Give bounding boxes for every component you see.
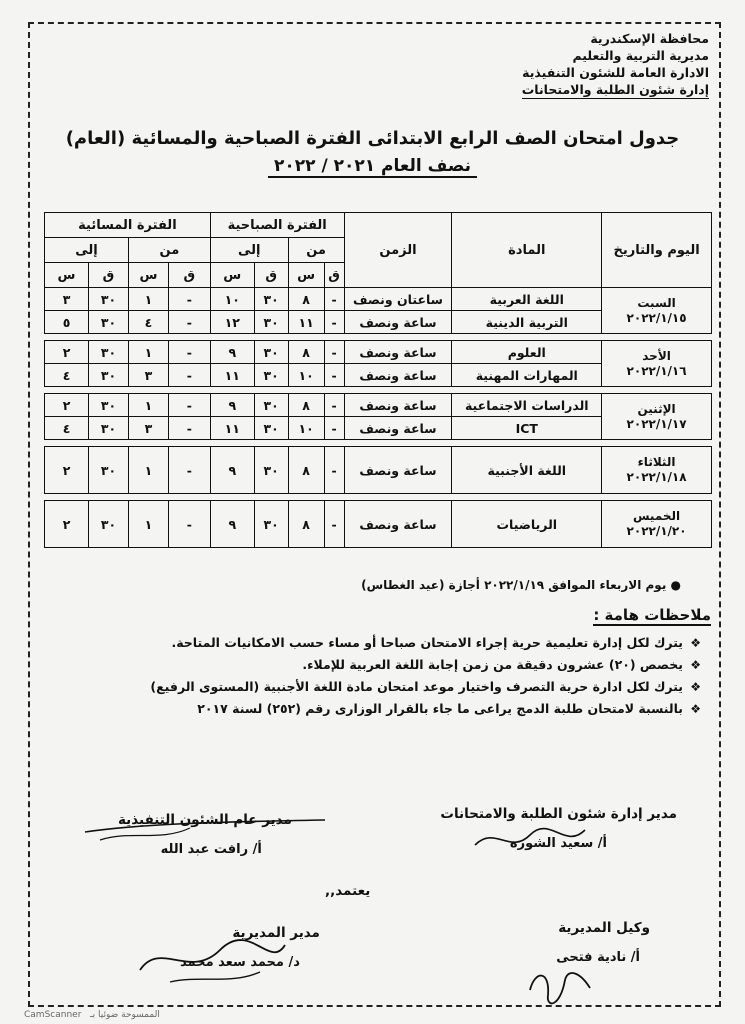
directorate-line: مديرية التربية والتعليم (572, 48, 709, 63)
duration-cell: ساعتان ونصف (344, 288, 452, 311)
subject-cell: العلوم (452, 341, 602, 364)
subject-cell: الدراسات الاجتماعية (452, 394, 602, 417)
exam-schedule-table (44, 212, 712, 548)
governorate-line: محافظة الإسكندرية (590, 31, 709, 46)
handwritten-signature-exec-manager (80, 810, 330, 850)
handwritten-signature-students-manager (470, 820, 590, 860)
day-date-cell (602, 288, 712, 334)
duration-cell: ساعة ونصف (344, 364, 452, 387)
note-text: يخصص (٢٠) عشرون دقيقة من زمن إجابة اللغة العربية للإملاء. (302, 657, 683, 672)
time-cell: ١ (128, 501, 168, 548)
subject-cell: اللغة العربية (452, 288, 602, 311)
exam-date: ٢٠٢٢/١/١٥ (626, 310, 687, 325)
signature-deputy (556, 920, 650, 965)
time-cell: ٩ (210, 394, 254, 417)
time-cell: - (168, 394, 210, 417)
time-cell: ٣٠ (254, 394, 288, 417)
header-hour: س (128, 263, 168, 288)
time-cell: ٥ (45, 311, 89, 334)
header-morning-to: إلى (210, 238, 288, 263)
time-cell: ٢ (45, 501, 89, 548)
group-spacer (45, 440, 712, 447)
star-bullet-icon: ❖ (690, 702, 701, 716)
header-hour: س (210, 263, 254, 288)
group-spacer-cell (45, 440, 712, 447)
time-cell: ١١ (288, 311, 324, 334)
header-morning-from: من (288, 238, 344, 263)
subject-cell: ICT (452, 417, 602, 440)
time-cell: ٣٠ (89, 341, 129, 364)
subtitle-text: نصف العام ٢٠٢١ / ٢٠٢٢ (268, 156, 477, 178)
exec-manager-name: أ/ رافت عبد الله (160, 842, 262, 857)
exam-date: ٢٠٢٢/١/١٧ (626, 416, 687, 431)
time-cell: ٣٠ (254, 417, 288, 440)
time-cell: ١ (128, 341, 168, 364)
time-cell: ٢ (45, 394, 89, 417)
approval-mark (325, 883, 370, 899)
director-name: د/ محمد سعد محمد (180, 955, 300, 970)
header-subject: المادة (452, 213, 602, 288)
group-spacer-cell (45, 387, 712, 394)
holiday-note: ● يوم الاربعاء الموافق ٢٠٢٢/١/١٩ أجازة (عيد الغطاس) (361, 578, 681, 592)
deputy-name: أ/ نادية فتحى (556, 950, 640, 965)
handwritten-signature-director (130, 930, 290, 990)
group-spacer (45, 494, 712, 501)
duration-cell: ساعة ونصف (344, 501, 452, 548)
note-text: يترك لكل ادارة حرية التصرف واختيار موعد امتحان مادة اللغة الأجنبية (المستوى الرفيع) (150, 679, 683, 694)
header-morning: الفترة الصباحية (210, 213, 344, 238)
time-cell: - (168, 341, 210, 364)
time-cell: - (168, 288, 210, 311)
handwritten-signature-deputy (520, 960, 600, 1010)
time-cell: ٣ (45, 288, 89, 311)
time-cell: ٤ (45, 417, 89, 440)
note-item (150, 654, 701, 676)
day-date-cell (602, 447, 712, 494)
duration-cell: ساعة ونصف (344, 447, 452, 494)
time-cell: - (168, 417, 210, 440)
day-name: الثلاثاء (637, 455, 676, 469)
time-cell: ٣ (128, 364, 168, 387)
time-cell: ٣٠ (254, 341, 288, 364)
students-manager-name: أ/ سعيد الشوره (509, 836, 607, 851)
time-cell: - (324, 417, 344, 440)
header-hour: س (288, 263, 324, 288)
subject-cell: المهارات المهنية (452, 364, 602, 387)
exam-date: ٢٠٢٢/١/١٨ (626, 470, 687, 484)
day-name: السبت (637, 295, 676, 310)
time-cell: ٣٠ (89, 311, 129, 334)
time-cell: ٩ (210, 341, 254, 364)
group-spacer-cell (45, 494, 712, 501)
time-cell: - (324, 364, 344, 387)
exam-date: ٢٠٢٢/١/٢٠ (626, 524, 687, 538)
time-cell: ٣٠ (89, 447, 129, 494)
time-cell: ١٠ (288, 364, 324, 387)
duration-cell: ساعة ونصف (344, 311, 452, 334)
time-cell: ٣ (128, 417, 168, 440)
time-cell: ١١ (210, 364, 254, 387)
time-cell: ١١ (210, 417, 254, 440)
duration-cell: ساعة ونصف (344, 417, 452, 440)
time-cell: - (324, 341, 344, 364)
time-cell: ٢ (45, 447, 89, 494)
star-bullet-icon: ❖ (690, 658, 701, 672)
day-name: الأحد (642, 348, 671, 363)
time-cell: ٩ (210, 501, 254, 548)
deputy-title: وكيل المديرية (558, 920, 650, 936)
subject-cell: اللغة الأجنبية (452, 447, 602, 494)
note-item (150, 632, 701, 654)
time-cell: ٣٠ (254, 501, 288, 548)
department-line: إدارة شئون الطلبة والامتحانات (521, 82, 709, 97)
time-cell: - (324, 447, 344, 494)
document-subtitle (0, 156, 745, 176)
header-minute: ق (168, 263, 210, 288)
schedule-body (45, 288, 712, 548)
time-cell: ١٠ (288, 417, 324, 440)
header-duration: الزمن (344, 213, 452, 288)
time-cell: ٤ (128, 311, 168, 334)
time-cell: ٤ (45, 364, 89, 387)
admin-line: الادارة العامة للشئون التنفيذية (522, 65, 709, 80)
scanned-with-text: الممسوحة ضوئيا بـ (90, 1010, 160, 1020)
students-manager-title: مدير إدارة شئون الطلبة والامتحانات (440, 806, 677, 822)
time-cell: - (324, 288, 344, 311)
header-hour: س (45, 263, 89, 288)
header-day-date: اليوم والتاريخ (602, 213, 712, 288)
holiday-note-text: يوم الاربعاء الموافق ٢٠٢٢/١/١٩ أجازة (عيد الغطاس) (361, 578, 667, 592)
duration-cell: ساعة ونصف (344, 394, 452, 417)
day-name: الإثنين (637, 401, 676, 416)
time-cell: - (324, 394, 344, 417)
time-cell: ٣٠ (254, 288, 288, 311)
group-spacer (45, 387, 712, 394)
day-name: الخميس (632, 509, 681, 523)
time-cell: ٣٠ (254, 364, 288, 387)
note-text: يترك لكل إدارة تعليمية حرية إجراء الامتحان صباحا أو مساء حسب الامكانيات المتاحة. (171, 635, 683, 650)
time-cell: ٣٠ (89, 364, 129, 387)
table-row (45, 501, 712, 548)
time-cell: ٨ (288, 341, 324, 364)
time-cell: ٣٠ (89, 394, 129, 417)
notes-list (150, 632, 701, 720)
header-minute: ق (254, 263, 288, 288)
day-date-cell (602, 501, 712, 548)
table-row (45, 288, 712, 311)
time-cell: ٨ (288, 447, 324, 494)
star-bullet-icon: ❖ (690, 636, 701, 650)
time-cell: - (168, 501, 210, 548)
exec-manager-title: مدير عام الشئون التنفيذية (118, 812, 292, 828)
document-title: جدول امتحان الصف الرابع الابتدائى الفترة الصباحية والمسائية (العام) (65, 128, 680, 149)
time-cell: ٣٠ (254, 311, 288, 334)
time-cell: ١٢ (210, 311, 254, 334)
time-cell: ٣٠ (254, 447, 288, 494)
header-evening-to: إلى (45, 238, 129, 263)
camscanner-logo-text: CamScanner (24, 1010, 82, 1020)
subject-cell: التربية الدينية (452, 311, 602, 334)
header-evening-from: من (128, 238, 210, 263)
time-cell: ٨ (288, 501, 324, 548)
subject-cell: الرياضيات (452, 501, 602, 548)
duration-cell: ساعة ونصف (344, 341, 452, 364)
table-row (45, 341, 712, 364)
note-text: بالنسبة لامتحان طلبة الدمج يراعى ما جاء بالقرار الوزارى رقم (٢٥٢) لسنة ٢٠١٧ (197, 701, 683, 716)
day-date-cell (602, 341, 712, 387)
note-item (150, 698, 701, 720)
time-cell: - (168, 364, 210, 387)
table-row (45, 447, 712, 494)
time-cell: ٨ (288, 288, 324, 311)
time-cell: - (324, 311, 344, 334)
time-cell: ٩ (210, 447, 254, 494)
time-cell: ١ (128, 447, 168, 494)
time-cell: - (324, 501, 344, 548)
time-cell: - (168, 447, 210, 494)
time-cell: ٢ (45, 341, 89, 364)
time-cell: ١٠ (210, 288, 254, 311)
header-minute: ق (89, 263, 129, 288)
star-bullet-icon: ❖ (690, 680, 701, 694)
time-cell: ١ (128, 394, 168, 417)
time-cell: - (168, 311, 210, 334)
header-minute: ق (324, 263, 344, 288)
letterhead (522, 30, 709, 99)
exam-date: ٢٠٢٢/١/١٦ (626, 363, 687, 378)
director-title: مدير المديرية (232, 925, 320, 941)
time-cell: ٨ (288, 394, 324, 417)
notes-heading-text: ملاحظات هامة : (593, 606, 711, 624)
group-spacer (45, 334, 712, 341)
time-cell: ٣٠ (89, 417, 129, 440)
notes-heading (593, 606, 711, 624)
time-cell: ١ (128, 288, 168, 311)
table-row (45, 394, 712, 417)
approval-text: يعتمد,, (325, 883, 371, 899)
note-item (150, 676, 701, 698)
header-evening: الفترة المسائية (45, 213, 211, 238)
time-cell: ٣٠ (89, 288, 129, 311)
day-date-cell (602, 394, 712, 440)
time-cell: ٣٠ (89, 501, 129, 548)
group-spacer-cell (45, 334, 712, 341)
